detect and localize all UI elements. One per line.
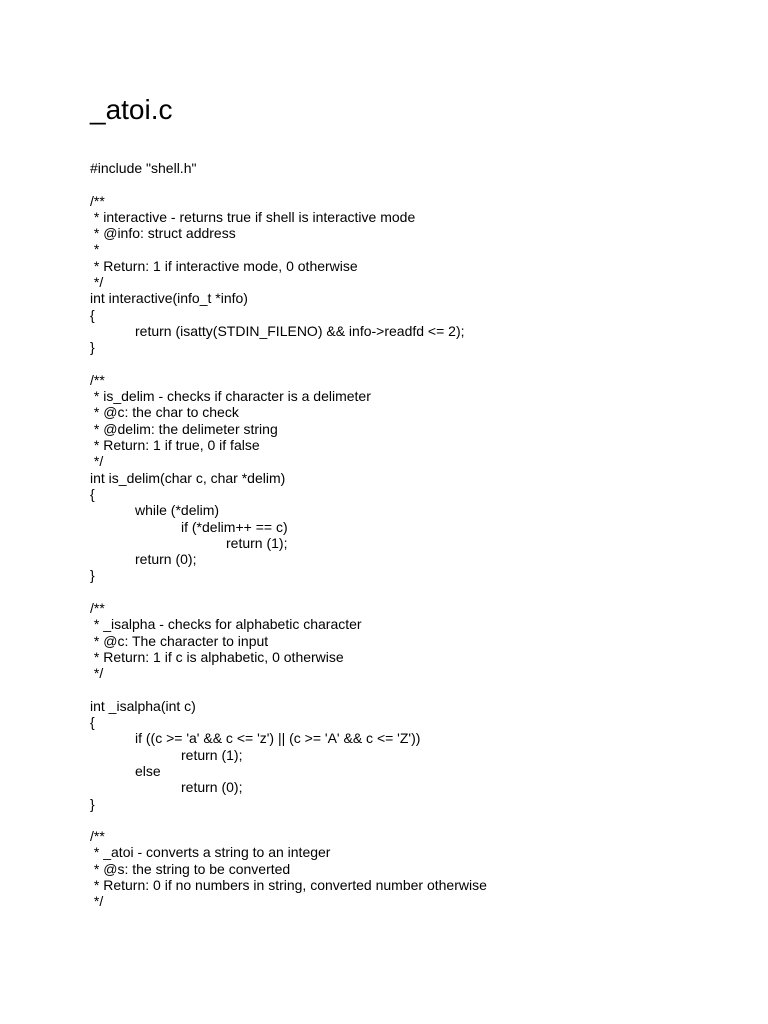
code-line: if ((c >= 'a' && c <= 'z') || (c >= 'A' && c <= 'Z'))	[135, 730, 421, 747]
code-line: * @info: struct address	[90, 225, 236, 242]
code-line: * _isalpha - checks for alphabetic character	[90, 616, 362, 633]
code-line: * Return: 0 if no numbers in string, converted number otherwise	[90, 877, 487, 894]
code-line: }	[90, 339, 95, 356]
code-line: * @delim: the delimeter string	[90, 420, 278, 437]
code-line: }	[90, 567, 95, 584]
code-line: {	[90, 485, 95, 502]
code-line: int interactive(info_t *info)	[90, 290, 248, 307]
code-line	[90, 812, 487, 828]
code-line: else	[135, 762, 161, 779]
code-line: /**	[90, 371, 105, 388]
code-line: }	[90, 795, 95, 812]
code-line: return (1);	[181, 746, 243, 763]
code-line	[90, 356, 487, 372]
code-line	[90, 584, 487, 600]
code-line: /**	[90, 828, 105, 845]
code-line: * @c: the char to check	[90, 404, 239, 421]
code-line: /**	[90, 600, 105, 617]
code-line: while (*delim)	[135, 502, 220, 519]
code-line: */	[90, 453, 104, 470]
code-line: int is_delim(char c, char *delim)	[90, 469, 286, 486]
code-line: * is_delim - checks if character is a delimeter	[90, 388, 371, 405]
code-line: * @c: The character to input	[90, 632, 269, 649]
code-line: #include "shell.h"	[90, 160, 197, 176]
code-line: return (0);	[135, 551, 197, 568]
code-line: * @s: the string to be converted	[90, 860, 291, 877]
code-line: {	[90, 306, 95, 323]
code-line: * Return: 1 if true, 0 if false	[90, 437, 260, 454]
code-line: {	[90, 714, 95, 731]
code-line: /**	[90, 192, 105, 209]
code-line	[90, 176, 487, 192]
code-line: */	[90, 665, 104, 682]
code-line: *	[90, 241, 100, 258]
code-line: */	[90, 274, 104, 291]
code-line: * Return: 1 if interactive mode, 0 otherwise	[90, 257, 358, 274]
code-line: */	[90, 893, 104, 910]
code-line: * _atoi - converts a string to an integer	[90, 844, 331, 861]
code-line	[90, 682, 487, 698]
code-line: if (*delim++ == c)	[181, 518, 288, 535]
code-line: * interactive - returns true if shell is interactive mode	[90, 208, 416, 225]
code-line: * Return: 1 if c is alphabetic, 0 otherwise	[90, 648, 344, 665]
code-block	[90, 160, 487, 910]
code-line: return (isatty(STDIN_FILENO) && info->readfd <= 2);	[135, 322, 465, 339]
code-line: int _isalpha(int c)	[90, 697, 196, 714]
code-line: return (1);	[226, 534, 288, 551]
code-line: return (0);	[181, 779, 243, 796]
document-title: _atoi.c	[90, 94, 173, 125]
